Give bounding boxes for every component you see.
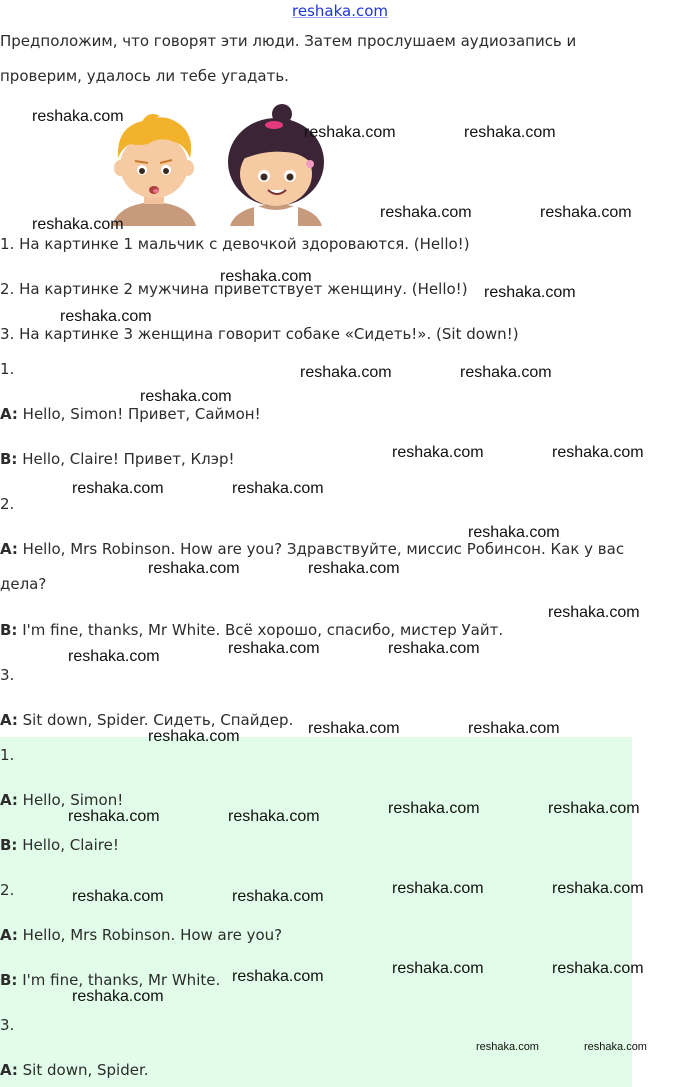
speaker-label: B: (0, 621, 18, 639)
answer-number-2: 2. (0, 881, 15, 899)
speaker-label: A: (0, 540, 18, 558)
watermark: reshaka.com (148, 560, 240, 577)
dialogue-number-2: 2. (0, 495, 15, 513)
watermark: reshaka.com (32, 108, 124, 125)
watermark: reshaka.com (552, 960, 644, 977)
watermark: reshaka.com (72, 480, 164, 497)
answer-text: Hello, Simon! (17, 791, 124, 809)
speaker-label: A: (0, 926, 18, 944)
site-link[interactable]: reshaka.com (292, 2, 388, 20)
watermark: reshaka.com (460, 364, 552, 381)
watermark: reshaka.com (392, 880, 484, 897)
watermark: reshaka.com (388, 800, 480, 817)
watermark: reshaka.com (540, 204, 632, 221)
watermark: reshaka.com (392, 960, 484, 977)
dialogue-2-line-a-cont: дела? (0, 575, 47, 593)
dialogue-text: Hello, Simon! Привет, Саймон! (17, 405, 261, 423)
dialogue-3-line-a (0, 710, 293, 730)
watermark: reshaka.com (72, 988, 164, 1005)
watermark: reshaka.com (552, 444, 644, 461)
watermark: reshaka.com (468, 720, 560, 737)
answer-number-3: 3. (0, 1016, 15, 1034)
answer-text: I'm fine, thanks, Mr White. (17, 971, 221, 989)
speaker-label: A: (0, 791, 18, 809)
watermark: reshaka.com (548, 800, 640, 817)
watermark: reshaka.com (140, 388, 232, 405)
answer-text: Hello, Mrs Robinson. How are you? (17, 926, 283, 944)
speaker-label: A: (0, 1061, 18, 1079)
watermark: reshaka.com (584, 1041, 647, 1053)
watermark: reshaka.com (388, 640, 480, 657)
watermark: reshaka.com (380, 204, 472, 221)
watermark: reshaka.com (148, 728, 240, 745)
dialogue-1-line-a (0, 404, 261, 424)
answer-2-line-b (0, 970, 220, 990)
guess-1: 1. На картинке 1 мальчик с девочкой здороваются. (Hello!) (0, 235, 470, 253)
watermark: reshaka.com (220, 268, 312, 285)
speaker-label: B: (0, 836, 18, 854)
speaker-label: B: (0, 450, 18, 468)
watermark: reshaka.com (464, 124, 556, 141)
answer-3-line-a (0, 1060, 149, 1080)
watermark: reshaka.com (300, 364, 392, 381)
watermark: reshaka.com (232, 888, 324, 905)
dialogue-number-1: 1. (0, 360, 15, 378)
guess-3: 3. На картинке 3 женщина говорит собаке «Сидеть!». (Sit down!) (0, 325, 519, 343)
guess-2: 2. На картинке 2 мужчина приветствует женщину. (Hello!) (0, 280, 468, 298)
watermark: reshaka.com (232, 968, 324, 985)
answer-2-line-a (0, 925, 282, 945)
speaker-label: A: (0, 405, 18, 423)
watermark: reshaka.com (228, 808, 320, 825)
watermark: reshaka.com (32, 216, 124, 233)
watermark: reshaka.com (72, 888, 164, 905)
watermark: reshaka.com (484, 284, 576, 301)
answer-1-line-a (0, 790, 123, 810)
watermark: reshaka.com (68, 808, 160, 825)
answer-1-line-b (0, 835, 119, 855)
watermark: reshaka.com (308, 560, 400, 577)
watermark: reshaka.com (552, 880, 644, 897)
speaker-label: A: (0, 711, 18, 729)
dialogue-2-line-a (0, 539, 624, 559)
intro-line-1: Предположим, что говорят эти люди. Затем прослушаем аудиозапись и (0, 32, 577, 50)
answer-text: Sit down, Spider. (17, 1061, 149, 1079)
intro-line-2: проверим, удалось ли тебе угадать. (0, 67, 289, 85)
girl-illustration (224, 100, 328, 226)
speaker-label: B: (0, 971, 18, 989)
watermark: reshaka.com (60, 308, 152, 325)
dialogue-1-line-b (0, 449, 235, 469)
dialogue-text: Sit down, Spider. Сидеть, Спайдер. (17, 711, 294, 729)
dialogue-text: I'm fine, thanks, Mr White. Всё хорошо, спасибо, мистер Уайт. (17, 621, 504, 639)
watermark: reshaka.com (308, 720, 400, 737)
answer-text: Hello, Claire! (17, 836, 119, 854)
watermark: reshaka.com (468, 524, 560, 541)
watermark: reshaka.com (228, 640, 320, 657)
watermark: reshaka.com (304, 124, 396, 141)
dialogue-2-line-b (0, 620, 503, 640)
watermark: reshaka.com (68, 648, 160, 665)
dialogue-text: Hello, Claire! Привет, Клэр! (17, 450, 235, 468)
watermark: reshaka.com (392, 444, 484, 461)
watermark: reshaka.com (232, 480, 324, 497)
dialogue-number-3: 3. (0, 666, 15, 684)
answer-number-1: 1. (0, 746, 15, 764)
watermark: reshaka.com (548, 604, 640, 621)
dialogue-text: Hello, Mrs Robinson. How are you? Здравствуйте, миссис Робинсон. Как у вас (17, 540, 625, 558)
watermark: reshaka.com (476, 1041, 539, 1053)
